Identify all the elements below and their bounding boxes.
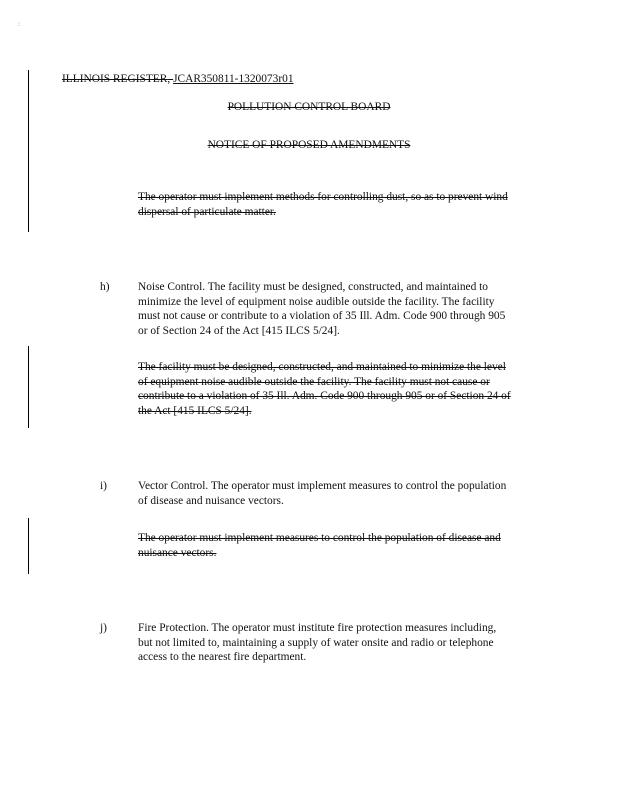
item-letter-h: h): [100, 281, 110, 293]
paragraph-line: nuisance vectors.: [138, 546, 217, 559]
paragraph-line: of disease and nuisance vectors.: [138, 494, 284, 507]
notice-title-text: NOTICE OF PROPOSED AMENDMENTS: [207, 139, 411, 151]
paragraph-line: Noise Control. The facility must be designed, constructed, and maintained to: [138, 281, 488, 293]
register-title: ILLINOIS REGISTER: [62, 73, 168, 85]
paragraph-line: of equipment noise audible outside the facility. The facility must not cause or: [138, 375, 490, 388]
notice-title: [0, 138, 618, 153]
register-code: JCAR350811-1320073r01: [173, 73, 294, 85]
board-title-text: POLLUTION CONTROL BOARD: [227, 101, 391, 113]
register-header: ILLINOIS REGISTER, JCAR350811-1320073r01: [62, 73, 294, 85]
paragraph-line: minimize the level of equipment noise audible outside the facility. The facility: [138, 295, 495, 308]
paragraph-line: must not cause or contribute to a violation of 35 Ill. Adm. Code 900 through 905: [138, 310, 506, 323]
revision-bar: [28, 518, 29, 574]
item-letter-i: i): [100, 480, 107, 492]
fire-protection-paragraph: [138, 621, 496, 665]
deleted-noise-paragraph: [138, 360, 511, 418]
paragraph-line: contribute to a violation of 35 Ill. Adm. Code 900 through 905 or of Section 24 of: [138, 390, 511, 403]
noise-control-paragraph: [138, 280, 505, 338]
paragraph-line: Fire Protection. The operator must institute fire protection measures including,: [138, 622, 497, 634]
item-letter-j: j): [100, 622, 107, 634]
vector-control-paragraph: [138, 479, 506, 508]
paragraph-line: The facility must be designed, constructed, and maintained to minimize the level: [138, 361, 506, 373]
paragraph-line: or of Section 24 of the Act [415 ILCS 5/24].: [138, 324, 340, 337]
paragraph-line: access to the nearest fire department.: [138, 651, 307, 664]
paragraph-line: but not limited to, maintaining a supply of water onsite and radio or telephone: [138, 636, 494, 649]
paragraph-line: the Act [415 ILCS 5/24].: [138, 404, 252, 417]
board-title: [0, 100, 618, 115]
deleted-dust-paragraph: [138, 190, 508, 219]
deleted-vector-paragraph: [138, 531, 501, 560]
paragraph-line: dispersal of particulate matter.: [138, 205, 276, 218]
revision-bar: [28, 346, 29, 428]
paragraph-line: Vector Control. The operator must implement measures to control the population: [138, 480, 507, 492]
paragraph-line: The operator must implement methods for controlling dust, so as to prevent wind: [138, 191, 508, 203]
corner-mark: :: [18, 20, 20, 28]
paragraph-line: The operator must implement measures to control the population of disease and: [138, 532, 501, 544]
